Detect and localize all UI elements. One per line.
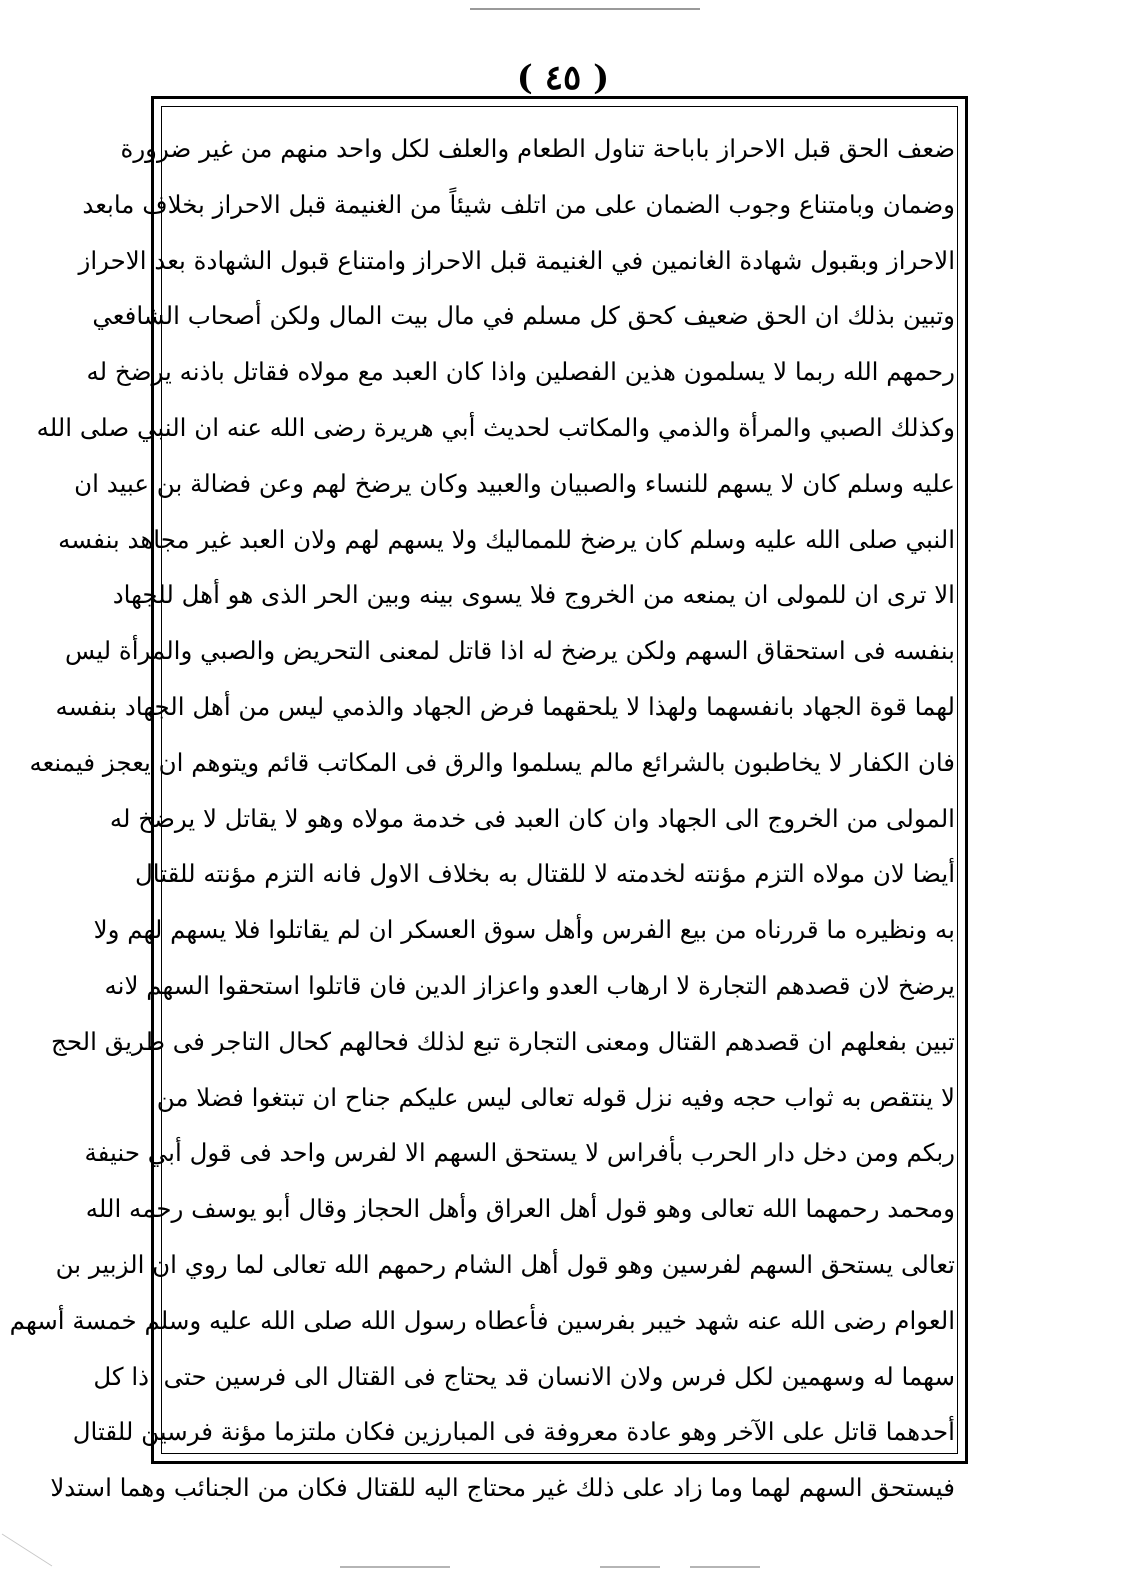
text-line: سهما له وسهمين لكل فرس ولان الانسان قد يحتاج فى القتال الى فرسين حتى اذا كل [93,1361,955,1391]
text-line: لا ينتقص به ثواب حجه وفيه نزل قوله تعالى ليس عليكم جناح ان تبتغوا فضلا من [156,1082,955,1112]
text-line: وضمان وبامتناع وجوب الضمان على من اتلف شيئاً من الغنيمة قبل الاحراز بخلاف مابعد [82,189,955,219]
text-line: الاحراز وبقبول شهادة الغانمين في الغنيمة قبل الاحراز وامتناع قبول الشهادة بعد الاحراز [78,245,955,275]
bottom-edge-mark [340,1566,450,1568]
text-line: تعالى يستحق السهم لفرسين وهو قول أهل الشام رحمهم الله تعالى لما روي ان الزبير بن [55,1249,955,1279]
text-line: رحمهم الله ربما لا يسلمون هذين الفصلين واذا كان العبد مع مولاه فقاتل باذنه يرضخ له [86,357,955,387]
text-line: العوام رضى الله عنه شهد خيبر بفرسين فأعطاه رسول الله صلى الله عليه وسلم خمسة أسهم [9,1305,955,1335]
text-line: فان الكفار لا يخاطبون بالشرائع مالم يسلموا والرق فى المكاتب قائم ويتوهم ان يعجز فيمنعه [29,747,955,777]
text-line: ضعف الحق قبل الاحراز باباحة تناول الطعام والعلف لكل واحد منهم من غير ضرورة [120,134,955,163]
top-edge-rule [470,8,700,10]
bottom-edge-mark [690,1566,760,1568]
text-line: عليه وسلم كان لا يسهم للنساء والصبيان والعبيد وكان يرضخ لهم وعن فضالة بن عبيد ان [74,468,955,498]
text-line: أحدهما قاتل على الآخر وهو عادة معروفة فى المبارزين فكان ملتزما مؤنة فرسين للقتال [72,1417,955,1447]
text-line: المولى من الخروج الى الجهاد وان كان العبد فى خدمة مولاه وهو لا يقاتل لا يرضخ له [109,803,955,833]
page-frame [9,96,968,1503]
text-line: الا ترى ان للمولى ان يمنعه من الخروج فلا يسوى بينه وبين الحر الذى هو أهل للجهاد [112,580,955,610]
text-line: يرضخ لان قصدهم التجارة لا ارهاب العدو واعزاز الدين فان قاتلوا استحقوا السهم لانه [104,970,955,1000]
text-line: ربكم ومن دخل دار الحرب بأفراس لا يستحق السهم الا لفرس واحد فى قول أبي حنيفة [84,1138,955,1168]
text-line: فيستحق السهم لهما وما زاد على ذلك غير محتاج اليه للقتال فكان من الجنائب وهما استدلا [50,1473,955,1503]
text-line: وتبين بذلك ان الحق ضعيف كحق كل مسلم في مال بيت المال ولكن أصحاب الشافعي [92,301,955,331]
text-line: بنفسه فى استحقاق السهم ولكن يرضخ له اذا قاتل لمعنى التحريض والصبي والمرأة ليس [65,636,955,666]
text-line: أيضا لان مولاه التزم مؤنته لخدمته لا للقتال به بخلاف الاول فانه التزم مؤنته للقتال [134,859,955,889]
text-line: النبي صلى الله عليه وسلم كان يرضخ للمماليك ولا يسهم لهم ولان العبد غير مجاهد بنفسه [58,524,955,554]
bottom-edge-mark [600,1566,660,1568]
page-number: ( ٤٥ ) [516,58,610,98]
text-line: ومحمد رحمهما الله تعالى وهو قول أهل العراق وأهل الحجاز وقال أبو يوسف رحمه الله [85,1194,955,1224]
corner-scratch-mark [0,1530,60,1570]
text-line: تبين بفعلهم ان قصدهم القتال ومعنى التجارة تبع لذلك فحالهم كحال التاجر فى طريق الحج [51,1026,955,1056]
text-line: لهما قوة الجهاد بانفسهما ولهذا لا يلحقهما فرض الجهاد والذمي ليس من أهل الجهاد بنفسه [55,691,955,721]
text-body [9,121,955,1516]
text-line: به ونظيره ما قررناه من بيع الفرس وأهل سوق العسكر ان لم يقاتلوا فلا يسهم لهم ولا [93,915,955,945]
text-line: وكذلك الصبي والمرأة والذمي والمكاتب لحديث أبي هريرة رضى الله عنه ان النبي صلى الله [36,412,955,442]
